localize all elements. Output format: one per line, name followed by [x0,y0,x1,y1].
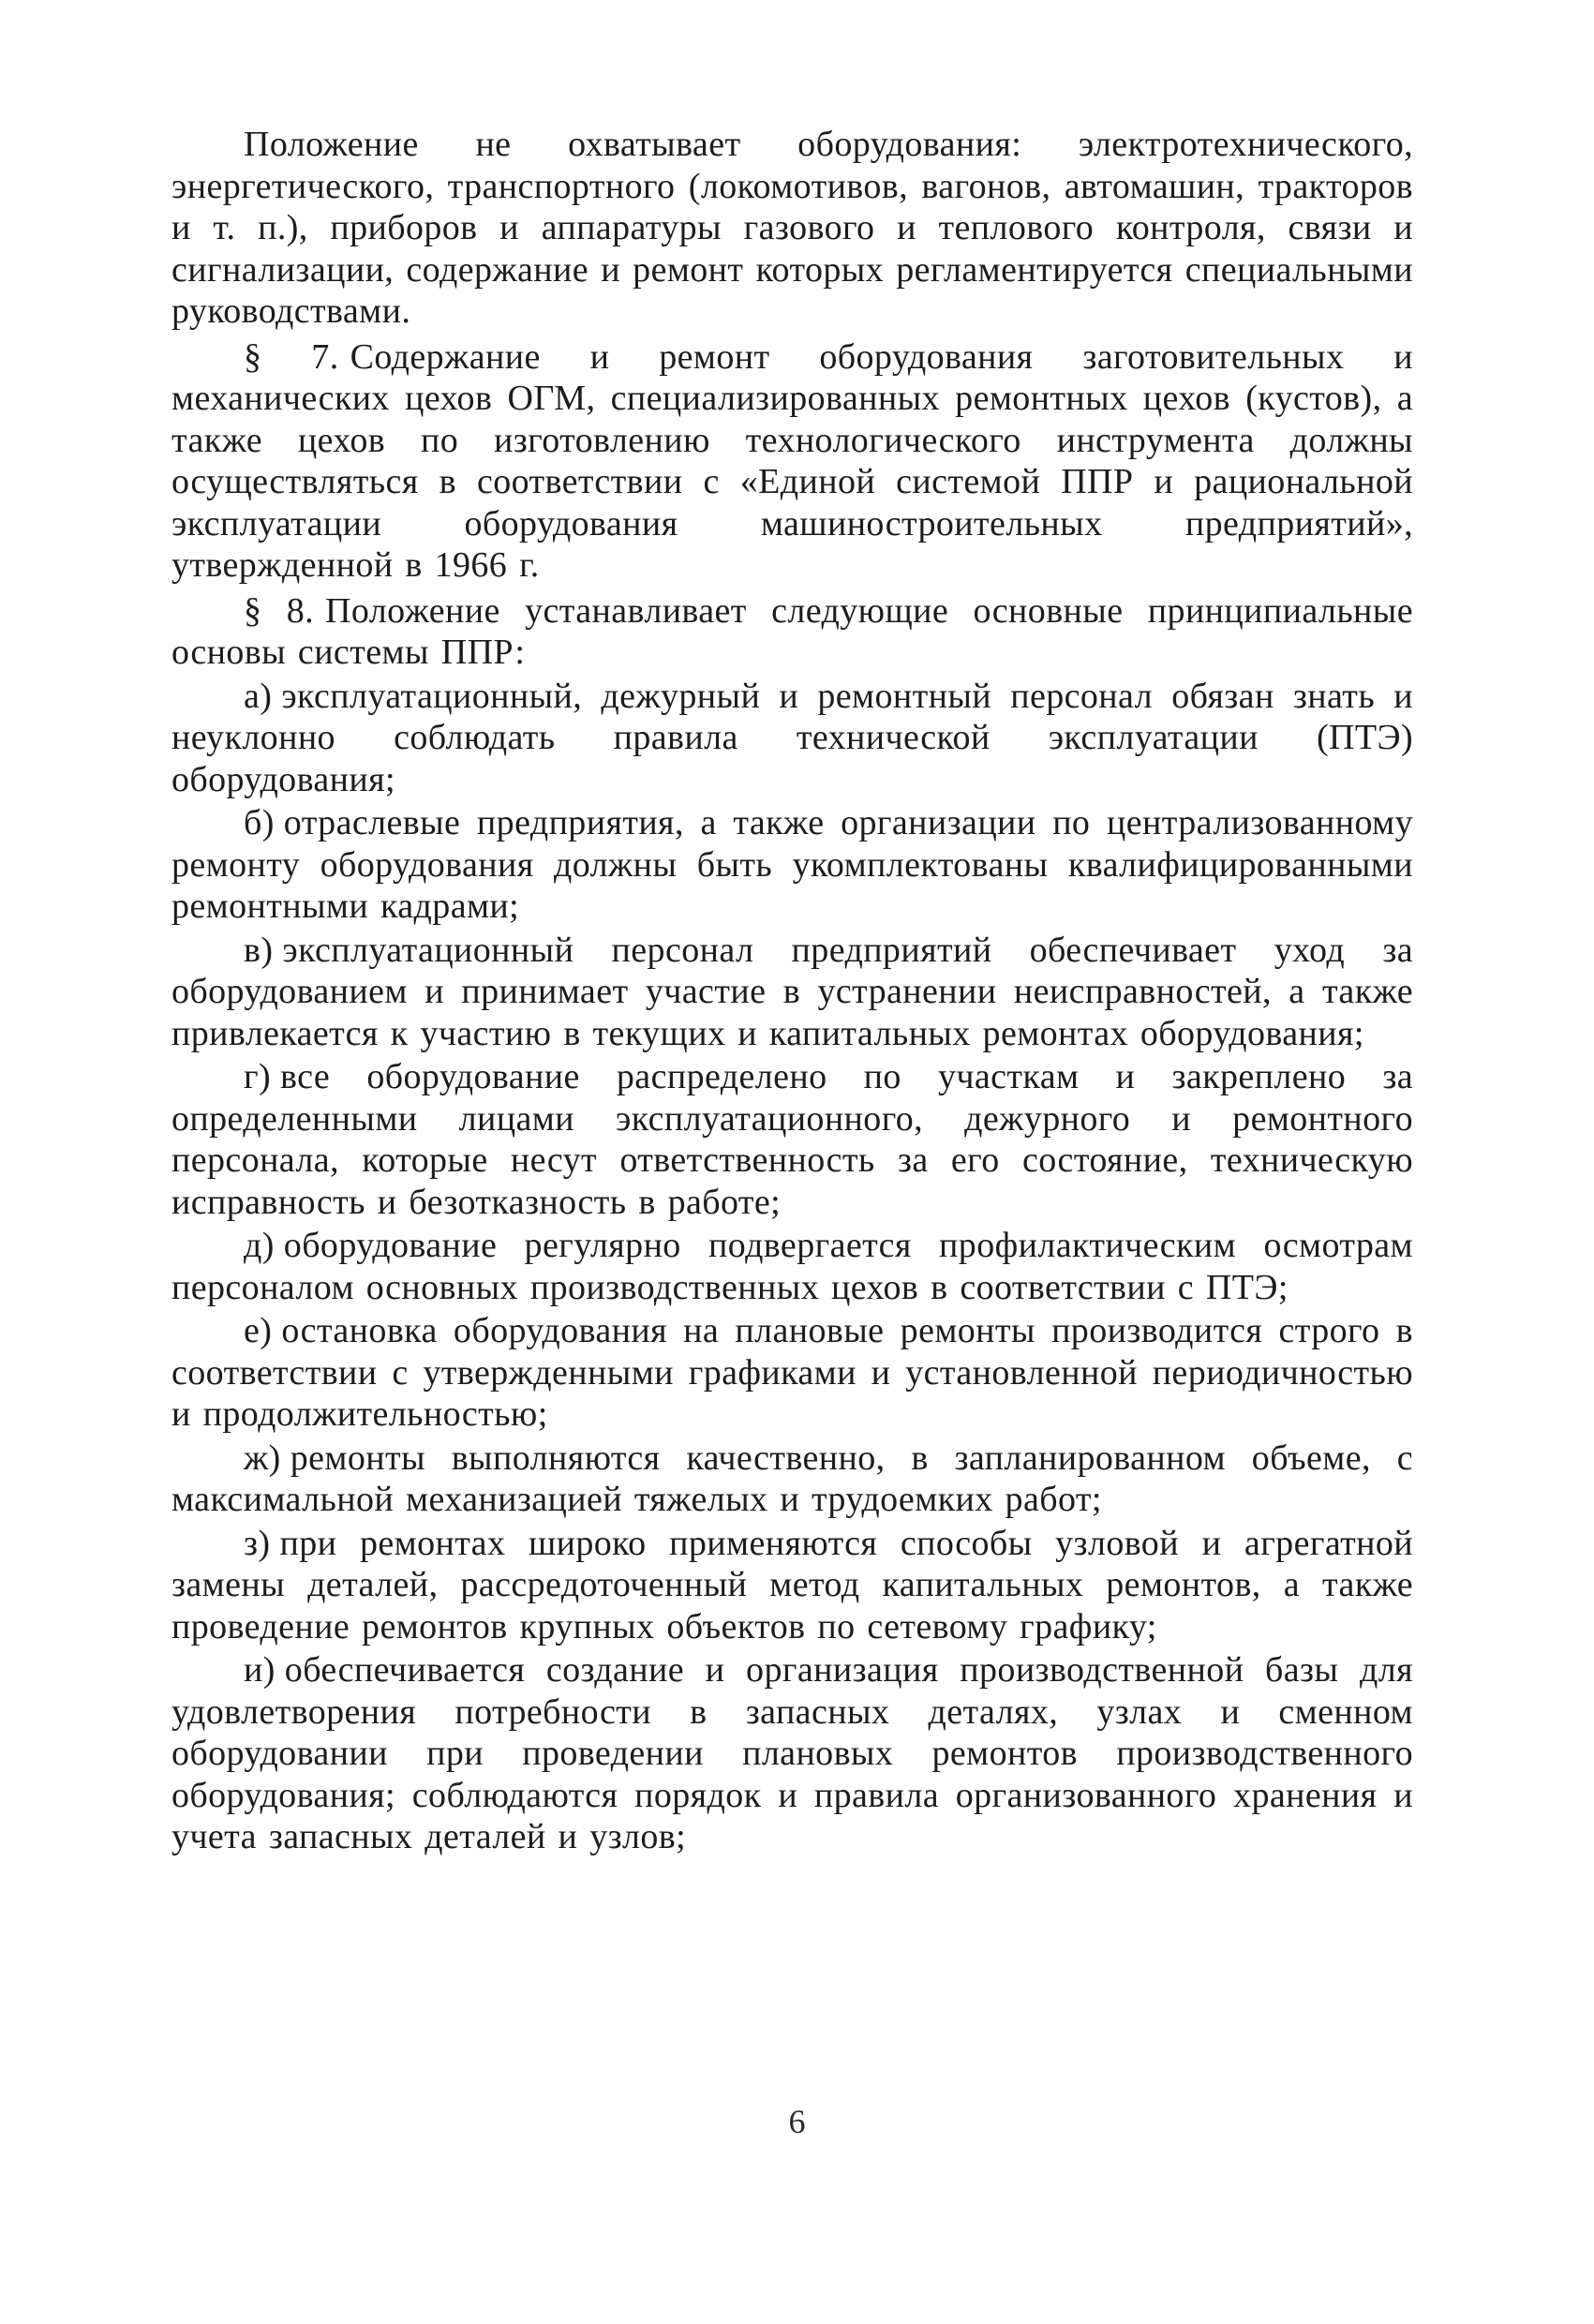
list-item-a [171,676,1413,801]
list-item-marker: г) [244,1057,272,1096]
paragraph-text: Положение не охватывает оборудования: электротехнического, энергетического, транспортного (локомотивов, вагонов, автомашин, тракторов и т. п.), приборов и аппаратуры газового и теплового контроля, связи и сигнализации, содержание и ремонт которых регламентируется специальными руководствами. [171,125,1413,331]
list-item-text: эксплуатационный, дежурный и ремонтный персонал обязан знать и неуклонно соблюдать правила технической эксплуатации (ПТЭ) оборудования; [171,676,1413,799]
text-column [171,124,1413,1858]
list-item-g [171,1056,1413,1223]
list-item-z [171,1523,1413,1648]
list-item-text: ремонты выполняются качественно, в запланированном объеме, с максимальной механизацией тяжелых и трудоемких работ; [171,1438,1413,1519]
list-item-marker: е) [244,1311,273,1350]
list-item-marker: и) [244,1650,276,1690]
list-item-text: эксплуатационный персонал предприятий обеспечивает уход за оборудованием и принимает участие в устранении неисправностей, а также привлекается к участию в текущих и капитальных ремонтах оборудования; [171,930,1413,1053]
list-item-marker: д) [244,1226,275,1265]
list-item-marker: ж) [244,1438,281,1478]
list-item-d [171,1225,1413,1308]
list-item-text: при ремонтах широко применяются способы узловой и агрегатной замены деталей, рассредоточенный метод капитальных ремонтов, а также проведение ремонтов крупных объектов по сетевому графику; [171,1523,1413,1646]
section-marker: § 7. [244,336,339,377]
list-item-e [171,1310,1413,1436]
paragraph-text: Содержание и ремонт оборудования заготовительных и механических цехов ОГМ, специализированных ремонтных цехов (кустов), а также цехов по изготовлению технологического инструмента должны осуществляться в соответствии с «Единой системой ППР и рациональной эксплуатации оборудования машиностроительных предприятий», утвержденной в 1966 г. [171,336,1413,585]
list-item-marker: б) [244,803,275,842]
list-item-text: отраслевые предприятия, а также организации по централизованному ремонту оборудования должны быть укомплектованы квалифицированными ремонтными кадрами; [171,803,1413,926]
paragraph-text: Положение устанавливает следующие основные принципиальные основы системы ППР: [171,590,1413,672]
section-marker: § 8. [244,590,315,631]
list-item-zh [171,1438,1413,1521]
list-item-v [171,930,1413,1055]
list-item-marker: в) [244,930,274,970]
list-item-text: оборудование регулярно подвергается профилактическим осмотрам персоналом основных производственных цехов в соответствии с ПТЭ; [171,1226,1413,1307]
list-item-marker: з) [244,1523,271,1563]
list-item-text: все оборудование распределено по участкам и закреплено за определенными лицами эксплуатационного, дежурного и ремонтного персонала, которые несут ответственность за его состояние, техническую исправность и безотказность в работе; [171,1057,1413,1222]
list-item-b [171,802,1413,928]
list-item-marker: а) [244,676,273,716]
list-item-text: остановка оборудования на плановые ремонты производится строго в соответствии с утвержденными графиками и установленной периодичностью и продолжительностью; [171,1311,1413,1434]
list-item-i [171,1649,1413,1858]
intro-paragraph [171,124,1413,333]
section-7-paragraph [171,336,1413,587]
page-number: 6 [788,2103,806,2140]
section-8-paragraph [171,590,1413,674]
list-item-text: обеспечивается создание и организация производственной базы для удовлетворения потребности в запасных деталях, узлах и сменном оборудовании при проведении плановых ремонтов производственного оборудования; соблюдаются порядок и правила организованного хранения и учета запасных деталей и узлов; [171,1650,1413,1856]
